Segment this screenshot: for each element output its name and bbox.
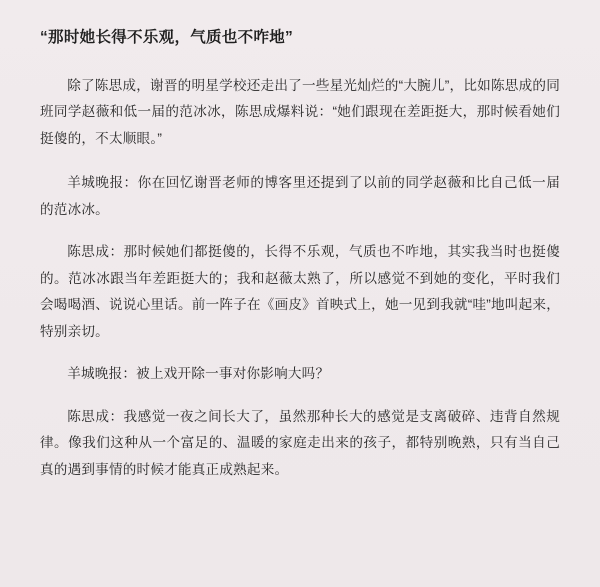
interview-answer: 陈思成：我感觉一夜之间长大了，虽然那种长大的感觉是支离破碎、违背自然规律。像我们这种从一个富足的、温暖的家庭走出来的孩子，都特别晚熟，只有当自己真的遇到事情的时候才能真正成熟起来。 [40,408,560,477]
interview-answer: 陈思成：那时候她们都挺傻的，长得不乐观，气质也不咋地，其实我当时也挺傻的。范冰冰跟当年差距挺大的；我和赵薇太熟了，所以感觉不到她的变化，平时我们会喝喝酒、说说心里话。前一阵子在《画皮》首映式上，她一见到我就“哇”地叫起来，特别亲切。 [40,244,560,339]
article-paragraph: 除了陈思成，谢晋的明星学校还走出了一些星光灿烂的“大腕儿”，比如陈思成的同班同学赵薇和低一届的范冰冰，陈思成爆料说：“她们跟现在差距挺大，那时候看她们挺傻的，不太顺眼。” [40,77,560,146]
page-title: “那时她长得不乐观，气质也不咋地” [40,29,294,46]
interview-question: 羊城晚报：被上戏开除一事对你影响大吗？ [67,366,330,382]
interview-question: 羊城晚报：你在回忆谢晋老师的博客里还提到了以前的同学赵薇和比自己低一届的范冰冰。 [40,175,560,217]
